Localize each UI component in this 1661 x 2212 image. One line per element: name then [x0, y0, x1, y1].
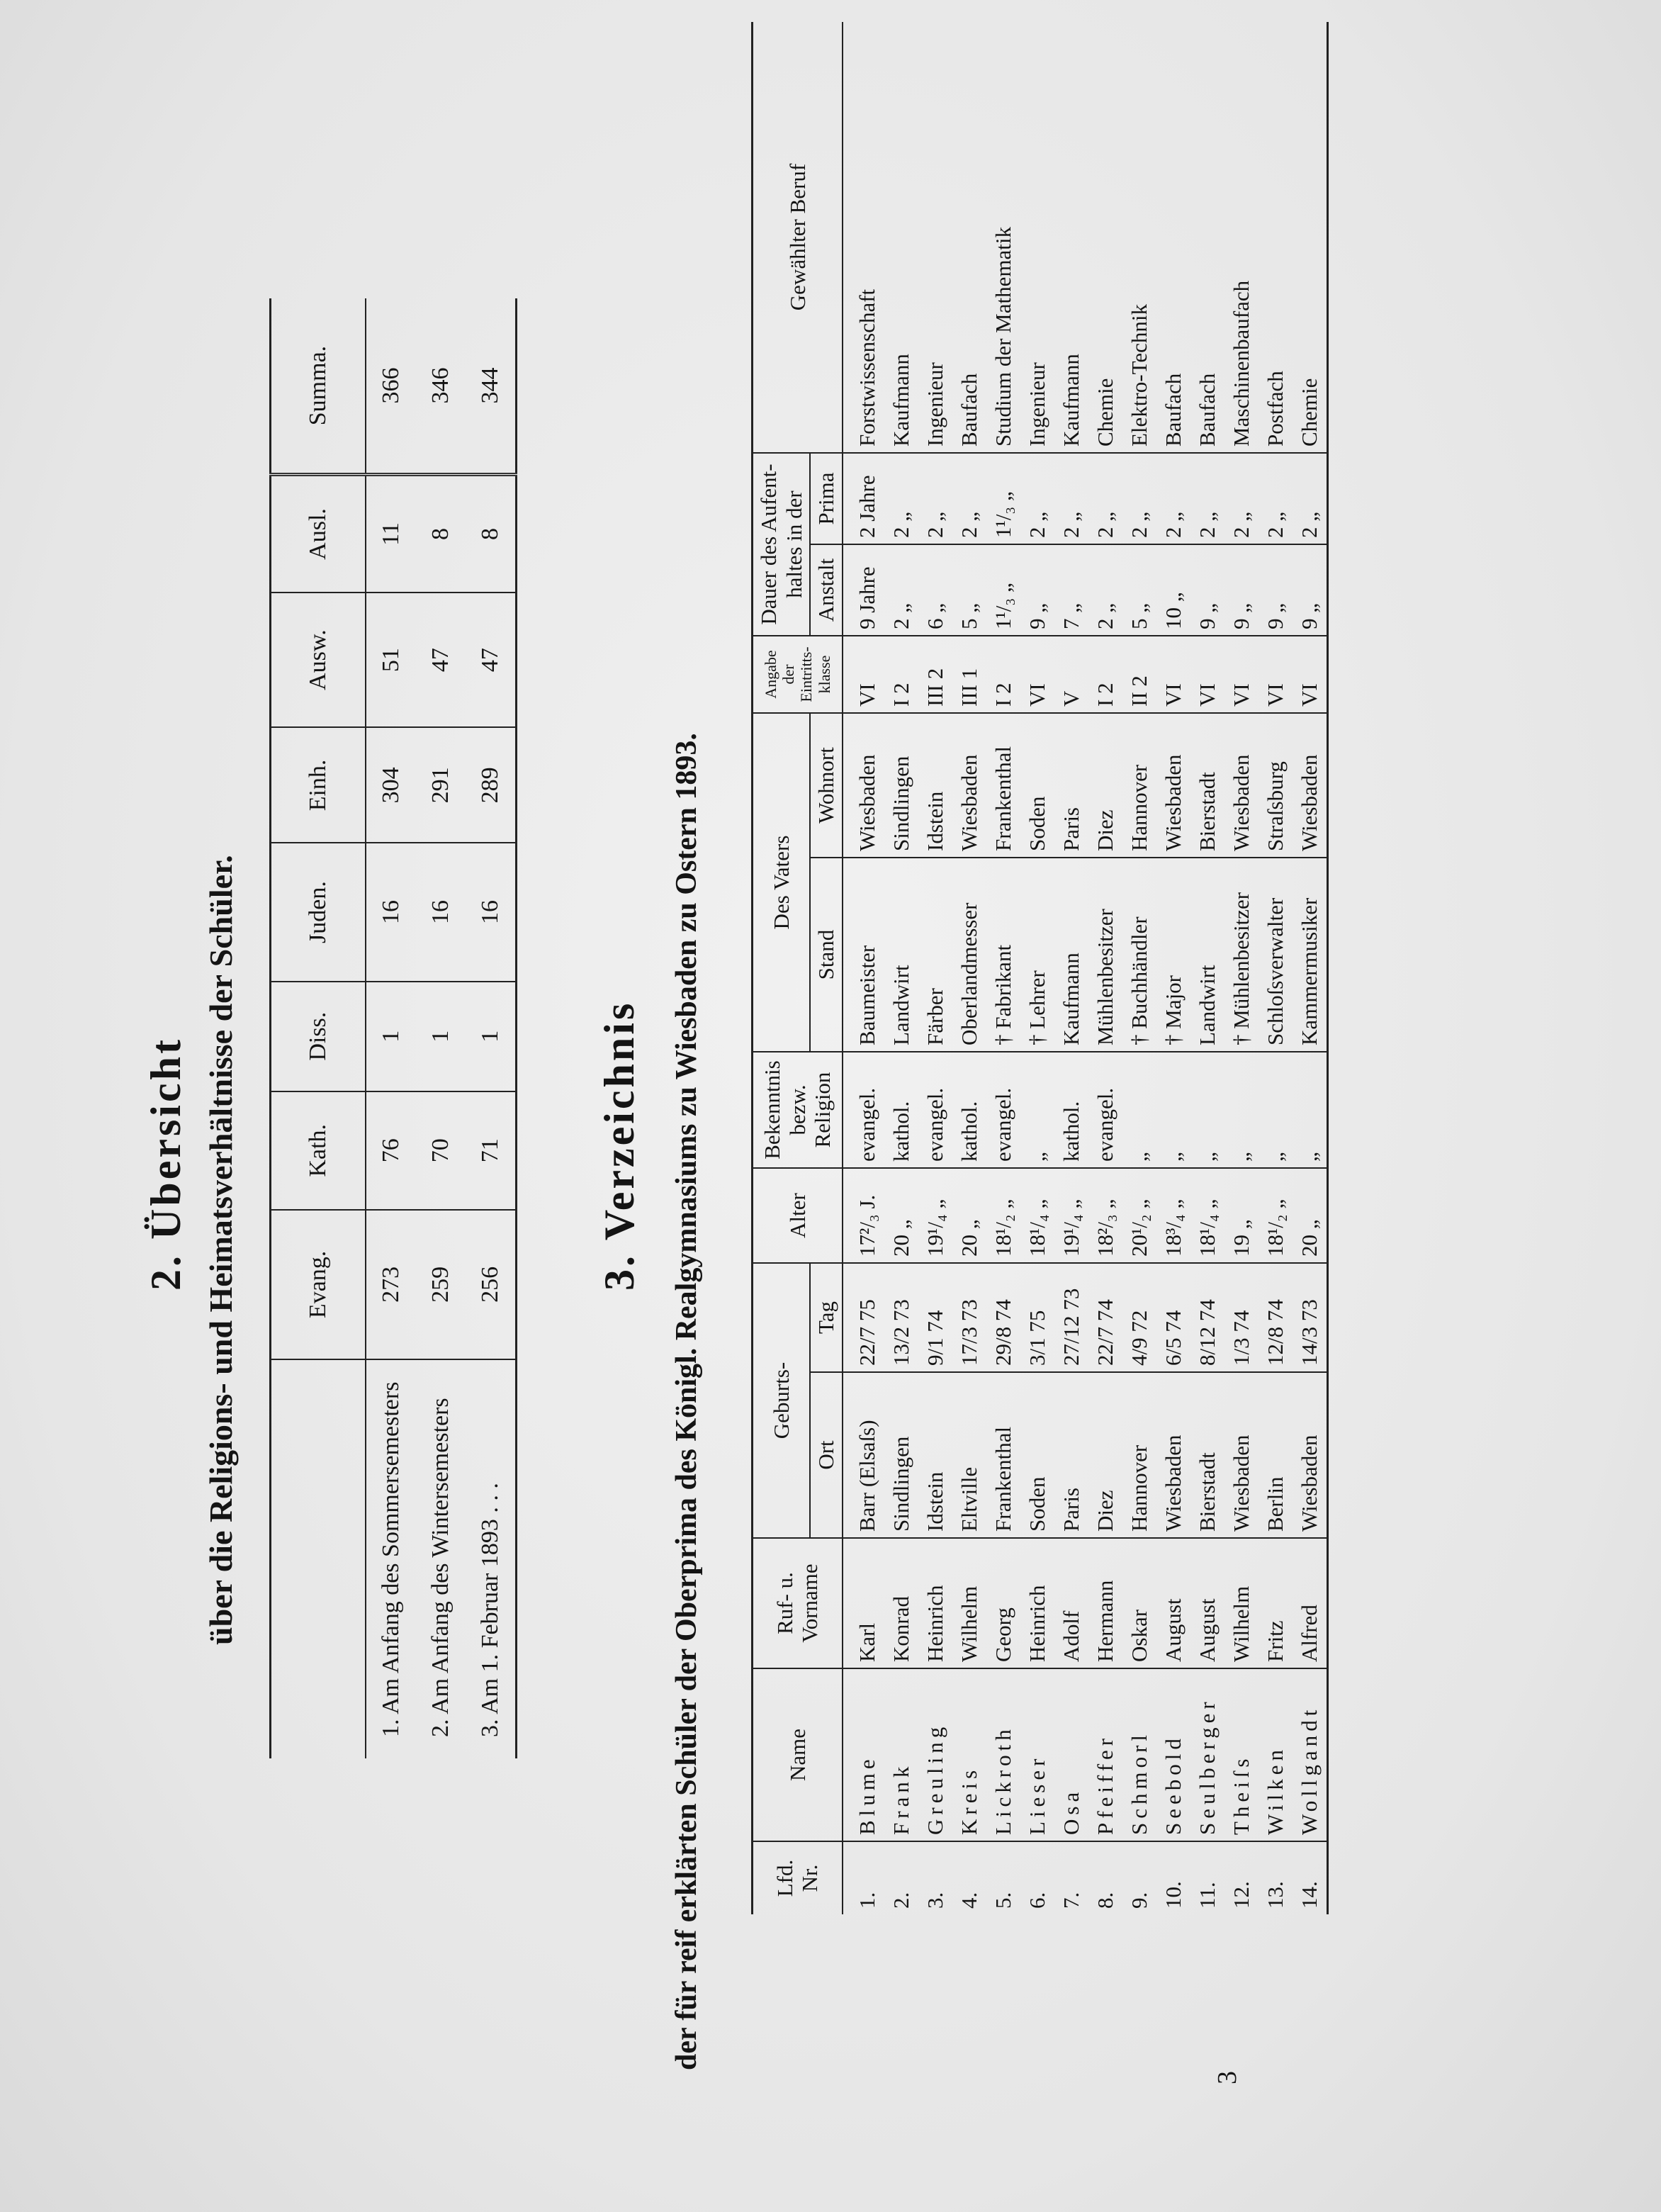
cell-vorname: Fritz — [1259, 1538, 1293, 1668]
cell-nr: 2. — [884, 1841, 918, 1914]
cell-years-prima: 2 „ — [1259, 453, 1293, 544]
header-ausw: Ausw. — [271, 593, 366, 728]
cell-religion: kathol. — [1054, 1052, 1088, 1168]
cell-name: Schmorl — [1122, 1668, 1156, 1841]
cell-diss: 1 — [416, 982, 466, 1091]
cell-diss: 1 — [366, 982, 416, 1091]
cell-vorname: Wilhelm — [952, 1538, 986, 1668]
cell-birth-place: Wiesbaden — [1293, 1372, 1328, 1538]
cell-entry-class: VI — [1259, 636, 1293, 713]
cell-evang: 256 — [466, 1210, 517, 1359]
header-einh: Einh. — [271, 727, 366, 843]
cell-age: 19¹/₄ „ — [1054, 1168, 1088, 1263]
cell-ausw: 47 — [416, 593, 466, 728]
cell-entry-class: VI — [1020, 636, 1054, 713]
cell-years-prima: 2 „ — [884, 453, 918, 544]
table-row — [1020, 22, 1054, 1914]
cell-religion: „ — [1156, 1052, 1190, 1168]
table-row — [1190, 22, 1224, 1914]
cell-age: 20 „ — [1293, 1168, 1328, 1263]
cell-age: 19¹/₄ „ — [918, 1168, 952, 1263]
cell-name: Osa — [1054, 1668, 1088, 1841]
section2-title: 2. Übersicht — [142, 1037, 189, 1291]
cell-years-prima: 2 „ — [1088, 453, 1122, 544]
cell-nr: 3. — [918, 1841, 952, 1914]
cell-entry-class: II 2 — [1122, 636, 1156, 713]
cell-birth-date: 22/7 75 — [843, 1263, 884, 1372]
cell-age: 18²/₃ „ — [1088, 1168, 1122, 1263]
cell-years-prima: 2 „ — [1224, 453, 1259, 544]
table-row — [366, 298, 416, 1758]
cell-age: 17²/₃ J. — [843, 1168, 884, 1263]
cell-nr: 12. — [1224, 1841, 1259, 1914]
cell-chosen-profession: Maschinenbaufach — [1224, 22, 1259, 453]
cell-nr: 7. — [1054, 1841, 1088, 1914]
header-name: Name — [753, 1668, 843, 1841]
cell-father-residence: Wiesbaden — [1293, 713, 1328, 858]
cell-entry-class: III 2 — [918, 636, 952, 713]
cell-religion: „ — [1122, 1052, 1156, 1168]
cell-religion: evangel. — [843, 1052, 884, 1168]
cell-name: Kreis — [952, 1668, 986, 1841]
cell-father-residence: Bierstadt — [1190, 713, 1224, 858]
cell-father-residence: Wiesbaden — [1156, 713, 1190, 858]
cell-years-school: 9 Jahre — [843, 544, 884, 636]
cell-name: Frank — [884, 1668, 918, 1841]
cell-einh: 289 — [466, 727, 517, 843]
cell-years-prima: 2 „ — [918, 453, 952, 544]
cell-birth-place: Idstein — [918, 1372, 952, 1538]
cell-kath: 71 — [466, 1091, 517, 1210]
cell-father-occupation: Kaufmann — [1054, 858, 1088, 1052]
cell-birth-place: Wiesbaden — [1156, 1372, 1190, 1538]
cell-father-occupation: † Mühlenbesitzer — [1224, 858, 1259, 1052]
cell-age: 19 „ — [1224, 1168, 1259, 1263]
cell-age: 18¹/₄ „ — [1190, 1168, 1224, 1263]
cell-age: 20¹/₂ „ — [1122, 1168, 1156, 1263]
cell-evang: 273 — [366, 1210, 416, 1359]
page-number: 3 — [1212, 2071, 1242, 2084]
cell-vorname: Wilhelm — [1224, 1538, 1259, 1668]
cell-birth-date: 27/12 73 — [1054, 1263, 1088, 1372]
table-row — [1122, 22, 1156, 1914]
cell-entry-class: III 1 — [952, 636, 986, 713]
table-row — [1224, 22, 1259, 1914]
cell-diss: 1 — [466, 982, 517, 1091]
header-stand: Stand — [810, 858, 843, 1052]
cell-years-prima: 2 „ — [1020, 453, 1054, 544]
header-summa: Summa. — [271, 298, 366, 475]
header-kath: Kath. — [271, 1091, 366, 1210]
header-wohnort: Wohnort — [810, 713, 843, 858]
cell-years-school: 2 „ — [1088, 544, 1122, 636]
cell-entry-class: I 2 — [986, 636, 1020, 713]
cell-years-prima: 2 „ — [1190, 453, 1224, 544]
cell-vorname: August — [1190, 1538, 1224, 1668]
cell-years-school: 5 „ — [1122, 544, 1156, 636]
cell-years-school: 1¹/₃ „ — [986, 544, 1020, 636]
cell-nr: 14. — [1293, 1841, 1328, 1914]
cell-religion: kathol. — [884, 1052, 918, 1168]
cell-religion: evangel. — [918, 1052, 952, 1168]
cell-father-residence: Straſsburg — [1259, 713, 1293, 858]
row-label: 2. Am Anfang des Wintersemesters — [427, 1398, 454, 1737]
cell-ausl: 8 — [466, 475, 517, 593]
cell-nr: 5. — [986, 1841, 1020, 1914]
cell-nr: 11. — [1190, 1841, 1224, 1914]
cell-birth-place: Eltville — [952, 1372, 986, 1538]
cell-age: 18¹/₄ „ — [1020, 1168, 1054, 1263]
cell-vorname: Karl — [843, 1538, 884, 1668]
cell-chosen-profession: Chemie — [1088, 22, 1122, 453]
cell-chosen-profession: Ingenieur — [918, 22, 952, 453]
cell-age: 18³/₄ „ — [1156, 1168, 1190, 1263]
cell-name: Wilken — [1259, 1668, 1293, 1841]
cell-nr: 4. — [952, 1841, 986, 1914]
cell-birth-place: Soden — [1020, 1372, 1054, 1538]
table-row — [884, 22, 918, 1914]
cell-years-prima: 2 „ — [952, 453, 986, 544]
cell-years-prima: 2 Jahre — [843, 453, 884, 544]
cell-entry-class: I 2 — [884, 636, 918, 713]
cell-birth-place: Hannover — [1122, 1372, 1156, 1538]
cell-religion: kathol. — [952, 1052, 986, 1168]
cell-chosen-profession: Chemie — [1293, 22, 1328, 453]
cell-age: 20 „ — [952, 1168, 986, 1263]
cell-birth-place: Wiesbaden — [1224, 1372, 1259, 1538]
cell-entry-class: VI — [1190, 636, 1224, 713]
cell-entry-class: VI — [1293, 636, 1328, 713]
header-diss: Diss. — [271, 982, 366, 1091]
table-row — [986, 22, 1020, 1914]
cell-kath: 76 — [366, 1091, 416, 1210]
cell-juden: 16 — [466, 843, 517, 981]
cell-birth-place: Bierstadt — [1190, 1372, 1224, 1538]
table-row — [1054, 22, 1088, 1914]
cell-evang: 259 — [416, 1210, 466, 1359]
cell-years-prima: 2 „ — [1293, 453, 1328, 544]
cell-father-occupation: † Lehrer — [1020, 858, 1054, 1052]
cell-nr: 8. — [1088, 1841, 1122, 1914]
cell-birth-date: 3/1 75 — [1020, 1263, 1054, 1372]
cell-years-school: 9 „ — [1020, 544, 1054, 636]
section3-title: 3. Verzeichnis — [596, 1000, 643, 1291]
cell-birth-place: Barr (Elsaſs) — [843, 1372, 884, 1538]
header-bekenntnis: Bekenntnis bezw. Religion — [753, 1052, 843, 1168]
cell-birth-date: 29/8 74 — [986, 1263, 1020, 1372]
cell-entry-class: I 2 — [1088, 636, 1122, 713]
table-header-row — [753, 22, 811, 1914]
cell-vorname: Georg — [986, 1538, 1020, 1668]
religion-home-table — [269, 298, 517, 1758]
cell-religion: „ — [1190, 1052, 1224, 1168]
cell-birth-date: 13/2 73 — [884, 1263, 918, 1372]
cell-entry-class: V — [1054, 636, 1088, 713]
cell-religion: evangel. — [1088, 1052, 1122, 1168]
header-geburts: Geburts- — [753, 1263, 811, 1538]
cell-father-residence: Diez — [1088, 713, 1122, 858]
header-vater: Des Vaters — [753, 713, 811, 1052]
header-tag: Tag — [810, 1263, 843, 1372]
cell-birth-place: Paris — [1054, 1372, 1088, 1538]
table-row — [1088, 22, 1122, 1914]
cell-father-residence: Paris — [1054, 713, 1088, 858]
cell-kath: 70 — [416, 1091, 466, 1210]
cell-juden: 16 — [366, 843, 416, 981]
section2-subtitle: über die Religions- und Heimatsverhältnisse der Schüler. — [203, 855, 239, 1645]
cell-ausw: 47 — [466, 593, 517, 728]
cell-years-prima: 2 „ — [1054, 453, 1088, 544]
cell-einh: 304 — [366, 727, 416, 843]
cell-religion: „ — [1224, 1052, 1259, 1168]
cell-nr: 9. — [1122, 1841, 1156, 1914]
cell-chosen-profession: Baufach — [1156, 22, 1190, 453]
table-row — [843, 22, 884, 1914]
cell-vorname: Konrad — [884, 1538, 918, 1668]
cell-entry-class: VI — [1156, 636, 1190, 713]
cell-father-occupation: Landwirt — [884, 858, 918, 1052]
cell-name: Seebold — [1156, 1668, 1190, 1841]
header-juden: Juden. — [271, 843, 366, 981]
cell-chosen-profession: Studium der Mathematik — [986, 22, 1020, 453]
cell-father-residence: Wiesbaden — [1224, 713, 1259, 858]
cell-birth-date: 12/8 74 — [1259, 1263, 1293, 1372]
cell-vorname: Adolf — [1054, 1538, 1088, 1668]
cell-chosen-profession: Postfach — [1259, 22, 1293, 453]
cell-chosen-profession: Baufach — [1190, 22, 1224, 453]
cell-father-residence: Hannover — [1122, 713, 1156, 858]
row-label: 1. Am Anfang des Sommersemesters — [378, 1381, 404, 1737]
table-row — [952, 22, 986, 1914]
table-row — [1156, 22, 1190, 1914]
graduates-table-body — [843, 22, 1328, 1914]
cell-father-occupation: Färber — [918, 858, 952, 1052]
cell-religion: „ — [1020, 1052, 1054, 1168]
cell-birth-place: Berlin — [1259, 1372, 1293, 1538]
header-beruf: Gewählter Beruf — [753, 22, 843, 453]
cell-years-school: 9 „ — [1190, 544, 1224, 636]
header-ausl: Ausl. — [271, 475, 366, 593]
cell-father-residence: Idstein — [918, 713, 952, 858]
cell-years-school: 5 „ — [952, 544, 986, 636]
table-row — [1259, 22, 1293, 1914]
cell-vorname: Heinrich — [918, 1538, 952, 1668]
cell-name: Seulberger — [1190, 1668, 1224, 1841]
cell-father-occupation: † Fabrikant — [986, 858, 1020, 1052]
cell-birth-date: 14/3 73 — [1293, 1263, 1328, 1372]
row-label: 3. Am 1. Februar 1893 . . . — [477, 1483, 503, 1737]
cell-birth-place: Frankenthal — [986, 1372, 1020, 1538]
cell-chosen-profession: Baufach — [952, 22, 986, 453]
cell-father-occupation: Mühlenbesitzer — [1088, 858, 1122, 1052]
cell-birth-date: 8/12 74 — [1190, 1263, 1224, 1372]
cell-age: 18¹/₂ „ — [1259, 1168, 1293, 1263]
cell-years-school: 7 „ — [1054, 544, 1088, 636]
cell-name: Blume — [843, 1668, 884, 1841]
cell-ausl: 8 — [416, 475, 466, 593]
cell-birth-place: Sindlingen — [884, 1372, 918, 1538]
cell-chosen-profession: Kaufmann — [884, 22, 918, 453]
cell-religion: evangel. — [986, 1052, 1020, 1168]
cell-father-occupation: Schloſsverwalter — [1259, 858, 1293, 1052]
cell-name: Theiſs — [1224, 1668, 1259, 1841]
cell-chosen-profession: Ingenieur — [1020, 22, 1054, 453]
cell-summa: 344 — [466, 298, 517, 475]
cell-father-occupation: Oberlandmesser — [952, 858, 986, 1052]
cell-chosen-profession: Kaufmann — [1054, 22, 1088, 453]
cell-nr: 10. — [1156, 1841, 1190, 1914]
cell-birth-date: 22/7 74 — [1088, 1263, 1122, 1372]
cell-vorname: August — [1156, 1538, 1190, 1668]
cell-nr: 6. — [1020, 1841, 1054, 1914]
cell-entry-class: VI — [843, 636, 884, 713]
table-row — [918, 22, 952, 1914]
section3-subtitle: der für reif erklärten Schüler der Oberprima des Königl. Realgymnasiums zu Wiesbaden zu Ostern 1893. — [670, 733, 703, 2070]
cell-years-prima: 2 „ — [1122, 453, 1156, 544]
cell-birth-date: 6/5 74 — [1156, 1263, 1190, 1372]
table-row — [1293, 22, 1328, 1914]
cell-father-residence: Sindlingen — [884, 713, 918, 858]
cell-ausl: 11 — [366, 475, 416, 593]
cell-vorname: Hermann — [1088, 1538, 1122, 1668]
cell-entry-class: VI — [1224, 636, 1259, 713]
cell-name: Pfeiffer — [1088, 1668, 1122, 1841]
cell-father-residence: Frankenthal — [986, 713, 1020, 858]
cell-father-residence: Wiesbaden — [843, 713, 884, 858]
cell-age: 20 „ — [884, 1168, 918, 1263]
cell-father-occupation: Kammermusiker — [1293, 858, 1328, 1052]
cell-summa: 366 — [366, 298, 416, 475]
cell-vorname: Oskar — [1122, 1538, 1156, 1668]
graduates-table — [751, 22, 1329, 1914]
cell-father-occupation: † Buchhändler — [1122, 858, 1156, 1052]
cell-einh: 291 — [416, 727, 466, 843]
cell-name: Lickroth — [986, 1668, 1020, 1841]
header-anstalt: Anstalt — [810, 544, 843, 636]
cell-years-school: 9 „ — [1224, 544, 1259, 636]
cell-father-residence: Wiesbaden — [952, 713, 986, 858]
cell-father-residence: Soden — [1020, 713, 1054, 858]
cell-age: 18¹/₂ „ — [986, 1168, 1020, 1263]
header-alter: Alter — [753, 1168, 843, 1263]
cell-birth-date: 9/1 74 — [918, 1263, 952, 1372]
cell-father-occupation: † Major — [1156, 858, 1190, 1052]
table-row — [466, 298, 517, 1758]
table-header-row — [271, 298, 366, 1758]
cell-name: Wollgandt — [1293, 1668, 1328, 1841]
cell-ausw: 51 — [366, 593, 416, 728]
header-dauer: Dauer des Aufent-haltes in der — [753, 453, 811, 636]
cell-years-prima: 2 „ — [1156, 453, 1190, 544]
cell-father-occupation: Landwirt — [1190, 858, 1224, 1052]
cell-years-school: 9 „ — [1259, 544, 1293, 636]
cell-chosen-profession: Forstwissenschaft — [843, 22, 884, 453]
header-label — [271, 1359, 366, 1758]
cell-nr: 13. — [1259, 1841, 1293, 1914]
cell-summa: 346 — [416, 298, 466, 475]
header-nr: Lfd. Nr. — [753, 1841, 843, 1914]
header-eintritt: Angabe der Eintritts-klasse — [753, 636, 843, 713]
cell-years-school: 9 „ — [1293, 544, 1328, 636]
cell-nr: 1. — [843, 1841, 884, 1914]
header-prima: Prima — [810, 453, 843, 544]
cell-chosen-profession: Elektro-Technik — [1122, 22, 1156, 453]
cell-birth-date: 4/9 72 — [1122, 1263, 1156, 1372]
cell-name: Greuling — [918, 1668, 952, 1841]
cell-years-school: 6 „ — [918, 544, 952, 636]
cell-years-prima: 1¹/₃ „ — [986, 453, 1020, 544]
cell-vorname: Heinrich — [1020, 1538, 1054, 1668]
cell-juden: 16 — [416, 843, 466, 981]
header-evang: Evang. — [271, 1210, 366, 1359]
cell-religion: „ — [1293, 1052, 1328, 1168]
cell-birth-place: Diez — [1088, 1372, 1122, 1538]
cell-name: Lieser — [1020, 1668, 1054, 1841]
table-row — [416, 298, 466, 1758]
cell-religion: „ — [1259, 1052, 1293, 1168]
cell-father-occupation: Baumeister — [843, 858, 884, 1052]
header-vorname: Ruf- u. Vorname — [753, 1538, 843, 1668]
cell-vorname: Alfred — [1293, 1538, 1328, 1668]
cell-birth-date: 1/3 74 — [1224, 1263, 1259, 1372]
header-ort: Ort — [810, 1372, 843, 1538]
cell-birth-date: 17/3 73 — [952, 1263, 986, 1372]
cell-years-school: 2 „ — [884, 544, 918, 636]
cell-years-school: 10 „ — [1156, 544, 1190, 636]
